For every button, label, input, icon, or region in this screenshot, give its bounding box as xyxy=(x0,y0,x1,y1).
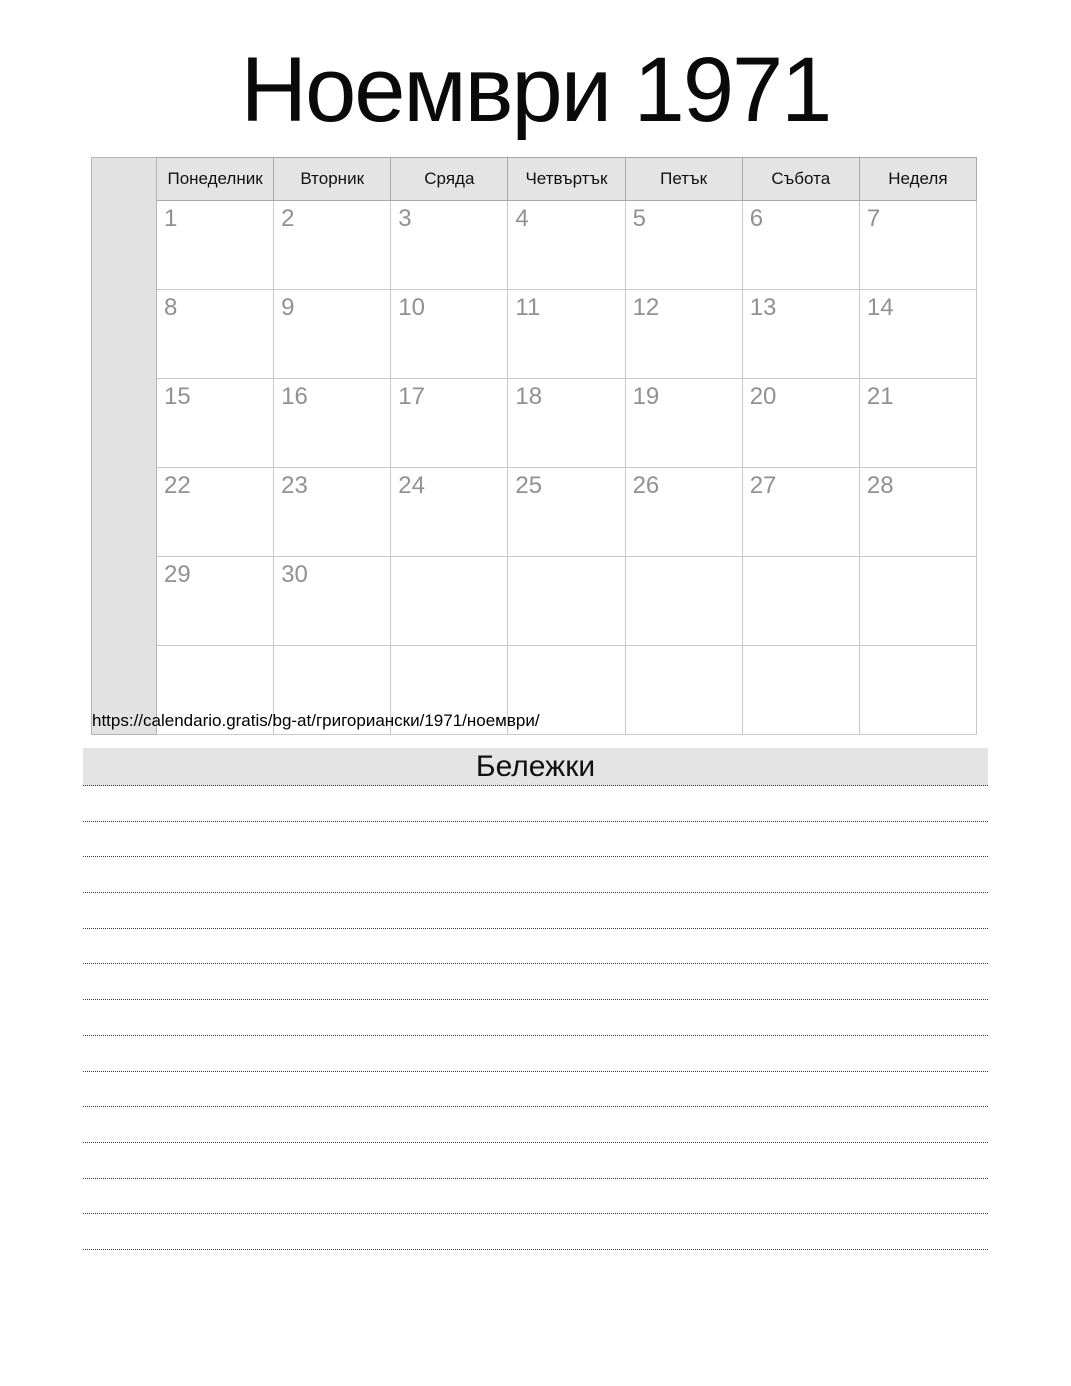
day-cell xyxy=(508,557,625,646)
weekday-sunday: Неделя xyxy=(859,158,976,201)
note-line xyxy=(83,1214,988,1250)
weekday-friday: Петък xyxy=(625,158,742,201)
weekday-saturday: Събота xyxy=(742,158,859,201)
notes-lines xyxy=(83,786,988,1250)
week-row xyxy=(92,557,977,646)
week-row xyxy=(92,201,977,290)
day-cell: 1 xyxy=(157,201,274,290)
note-line xyxy=(83,1179,988,1215)
day-cell: 2 xyxy=(274,201,391,290)
day-cell: 30 xyxy=(274,557,391,646)
note-line xyxy=(83,822,988,858)
day-cell: 4 xyxy=(508,201,625,290)
day-cell: 23 xyxy=(274,468,391,557)
day-cell xyxy=(742,557,859,646)
day-cell: 10 xyxy=(391,290,508,379)
week-row xyxy=(92,379,977,468)
day-cell: 15 xyxy=(157,379,274,468)
note-line xyxy=(83,964,988,1000)
day-cell: 26 xyxy=(625,468,742,557)
week-row xyxy=(92,468,977,557)
note-line xyxy=(83,786,988,822)
weekday-header-row xyxy=(92,158,977,201)
note-line xyxy=(83,857,988,893)
note-line xyxy=(83,1072,988,1108)
day-cell: 18 xyxy=(508,379,625,468)
calendar xyxy=(91,157,977,735)
day-cell: 29 xyxy=(157,557,274,646)
notes-title: Бележки xyxy=(83,748,988,786)
day-cell: 16 xyxy=(274,379,391,468)
day-cell: 11 xyxy=(508,290,625,379)
day-cell: 9 xyxy=(274,290,391,379)
day-cell xyxy=(742,646,859,735)
note-line xyxy=(83,1107,988,1143)
week-row xyxy=(92,290,977,379)
day-cell: 7 xyxy=(859,201,976,290)
day-cell: 5 xyxy=(625,201,742,290)
day-cell xyxy=(625,557,742,646)
day-cell: 3 xyxy=(391,201,508,290)
day-cell: 25 xyxy=(508,468,625,557)
note-line xyxy=(83,1143,988,1179)
weekday-tuesday: Вторник xyxy=(274,158,391,201)
day-cell: 24 xyxy=(391,468,508,557)
weekday-monday: Понеделник xyxy=(157,158,274,201)
day-cell: 14 xyxy=(859,290,976,379)
note-line xyxy=(83,929,988,965)
day-cell: 28 xyxy=(859,468,976,557)
day-cell: 8 xyxy=(157,290,274,379)
weekday-thursday: Четвъртък xyxy=(508,158,625,201)
day-cell: 19 xyxy=(625,379,742,468)
day-cell xyxy=(391,557,508,646)
calendar-table xyxy=(91,157,977,735)
weekday-wednesday: Сряда xyxy=(391,158,508,201)
note-line xyxy=(83,1000,988,1036)
day-cell xyxy=(859,646,976,735)
side-column xyxy=(92,158,157,735)
note-line xyxy=(83,893,988,929)
day-cell: 6 xyxy=(742,201,859,290)
day-cell: 27 xyxy=(742,468,859,557)
day-cell: 21 xyxy=(859,379,976,468)
day-cell: 22 xyxy=(157,468,274,557)
page-title: Ноември 1971 xyxy=(240,39,831,141)
day-cell xyxy=(625,646,742,735)
day-cell: 13 xyxy=(742,290,859,379)
day-cell: 12 xyxy=(625,290,742,379)
day-cell xyxy=(859,557,976,646)
notes-section xyxy=(83,748,988,1250)
day-cell: 20 xyxy=(742,379,859,468)
day-cell: 17 xyxy=(391,379,508,468)
source-url: https://calendario.gratis/bg-at/григориански/1971/ноември/ xyxy=(92,711,540,730)
note-line xyxy=(83,1036,988,1072)
